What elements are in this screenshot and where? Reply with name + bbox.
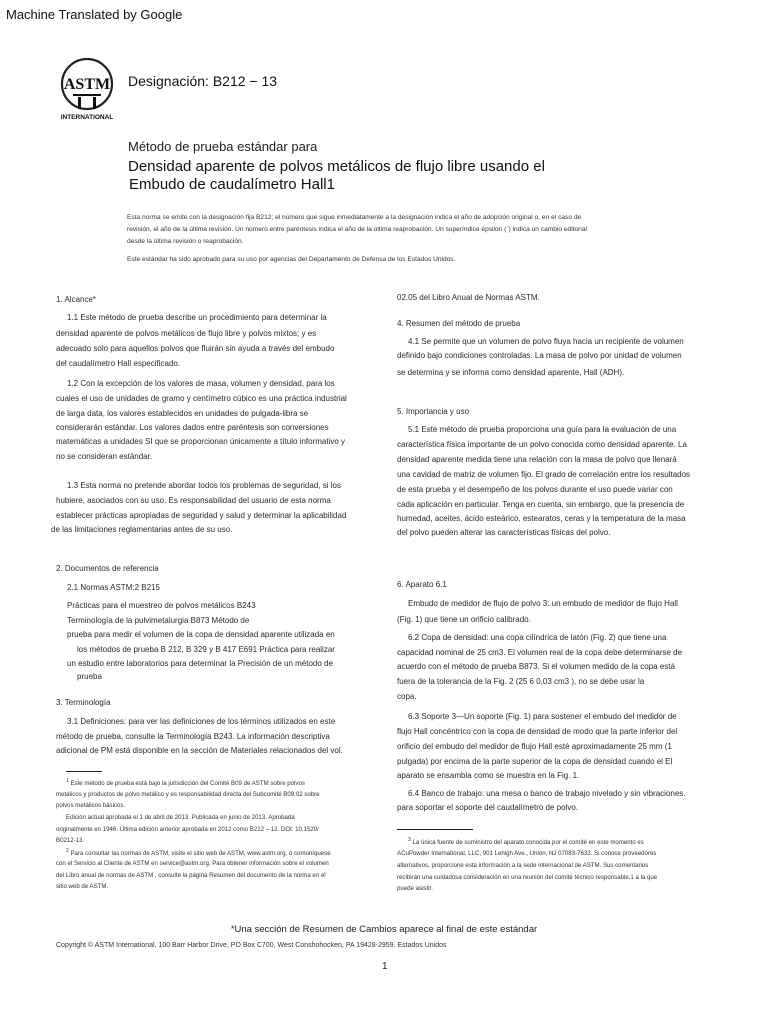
reference-line: un estudio entre laboratorios para determinar la Precisión de un método de	[67, 659, 333, 668]
paragraph-line: densidad aparente de polvos metálicos de flujo libre y polvos mixtos; y es	[56, 329, 317, 338]
paragraph-line: 5.1 Este método de prueba proporciona una guía para la evaluación de una	[408, 425, 677, 434]
paragraph-line: 02.05 del Libro Anual de Normas ASTM.	[397, 293, 540, 302]
dod-note: Este estándar ha sido aprobado para su uso por agencias del Departamento de Defensa de los Estados Unidos.	[127, 256, 456, 263]
footnote-marker: 3	[408, 837, 411, 843]
section-heading: 5. Importancia y uso	[397, 407, 470, 416]
paragraph-line: adicional de PM está disponible en la sección de Materiales relacionados del vol.	[56, 746, 343, 755]
issue-note-line: desde la última revisión o reaprobación.	[127, 238, 244, 245]
footnote-line: La única fuente de suministro del aparato conocida por el comité en este momento es	[412, 839, 644, 847]
paragraph-line: acuerdo con el método de prueba B873. Si el volumen medido de la copa está	[397, 662, 675, 671]
section-heading: 2. Documentos de referencia	[56, 564, 159, 573]
paragraph-line: copa.	[397, 692, 417, 701]
footnote-line: B0212-13.	[56, 837, 85, 844]
reference-line: los métodos de prueba B 212, B 329 y B 417 E691 Práctica para realizar	[77, 645, 335, 654]
footnote-rule	[66, 771, 102, 772]
paragraph-line: flujo Hall concéntrico con la copa de densidad de modo que la parte inferior del	[397, 727, 678, 736]
footnote-line: con el Servicio al Cliente de ASTM en service@astm.org. Para obtener información sobre el volumen	[56, 860, 329, 867]
paragraph-line: fuera de la tolerancia de la Fig. 2 (25 6 0,03 cm3 ), no se debe usar la	[397, 677, 645, 686]
paragraph-line: 2.1 Normas ASTM:2 B215	[67, 583, 160, 592]
paragraph-line: 6.3 Soporte 3—Un soporte (Fig. 1) para sostener el embudo del medidor de	[408, 712, 677, 721]
paragraph-line: método de prueba, consulte la Terminología B243. La información descriptiva	[56, 732, 330, 741]
footnote-line: Para consultar las normas de ASTM, visite el sitio web de ASTM, www.astm.org, o comuníquese	[70, 850, 331, 858]
paragraph-line: orificio del embudo del medidor de flujo Hall esté aproximadamente 25 mm (1	[397, 742, 672, 751]
logo-text: ASTM	[63, 76, 111, 93]
footnote-line: Edición actual aprobada el 1 de abril de 2013. Publicada en junio de 2013. Aprobada	[66, 814, 295, 821]
paragraph-line: densidad aparente medida tiene una relación con la masa de polvo que llenará	[397, 455, 677, 464]
section-heading: 1. Alcance*	[56, 295, 97, 304]
issue-note-line: revisión, el año de la última revisión. Un número entre paréntesis indica el año de la última reaprobación. Un superíndice épsilon (´) indica un cambio editorial	[127, 226, 587, 233]
footnote-line: polvos metálicos básicos.	[56, 802, 126, 809]
paragraph-line: (Fig. 1) que tiene un orificio calibrado.	[397, 615, 531, 624]
paragraph-line: 6.4 Banco de trabajo: una mesa o banco de trabajo nivelado y sin vibraciones.	[408, 789, 686, 798]
footnote-line: originalmente en 1946. Última edición anterior aprobada en 2012 como B212 – 12. DOI: 10.1520/	[56, 826, 319, 833]
paragraph-line: de larga data, los valores establecidos en unidades de pulgada-libra se	[56, 409, 309, 418]
title-line-2: Densidad aparente de polvos metálicos de flujo libre usando el	[128, 158, 545, 175]
page-number: 1	[382, 961, 388, 972]
paragraph-line: considerarán estándar. Los valores dados entre paréntesis son conversiones	[56, 423, 329, 432]
issue-note-line: Esta norma se emite con la designación fija B212; el número que sigue inmediatamente a la designación indica el año de adopción original o, en el caso de	[127, 214, 582, 221]
paragraph-line: pulgada) por encima de la parte superior de la copa de densidad cuando el El	[397, 757, 673, 766]
paragraph-line: Embudo de medidor de flujo de polvo 3: un embudo de medidor de flujo Hall	[408, 599, 678, 608]
paragraph-line: adecuado solo para aquellos polvos que fluirán sin ayuda a través del embudo	[56, 344, 335, 353]
paragraph-line: 4.1 Se permite que un volumen de polvo fluya hacia un recipiente de volumen	[408, 337, 684, 346]
paragraph-line: del polvo pueden alterar las características físicas del polvo.	[397, 528, 611, 537]
footnote-line: recibirán una cuidadosa consideración en una reunión del comité técnico responsable,1 a la que	[397, 874, 658, 881]
footnote-marker: 2	[66, 848, 69, 854]
footnote-line: Este método de prueba está bajo la jurisdicción del Comité B09 de ASTM sobre polvos	[70, 780, 305, 788]
paragraph-line: 1.3 Esta norma no pretende abordar todos los problemas de seguridad, si los	[67, 481, 341, 490]
footnote-line: metálicos y productos de polvo metálico y es responsabilidad directa del Subcomité B09.02 sobre	[56, 791, 320, 798]
document-title	[128, 158, 545, 194]
paragraph-line: establecer prácticas apropiadas de seguridad y salud y determinar la aplicabilidad	[56, 511, 347, 520]
footnote-line: ACuPowder International, LLC, 901 Lehigh Ave., Union, NJ 07083-7632. Si conoce proveedores	[397, 850, 657, 857]
paragraph-line: para soportar el soporte del caudalímetro de polvo.	[397, 803, 578, 812]
paragraph-line: definido bajo condiciones controladas. La masa de polvo por unidad de volumen	[397, 351, 682, 360]
copyright: Copyright © ASTM International, 100 Barr Harbor Drive, PO Box C700, West Conshohocken, PA 19428-2959. Estados Unidos	[56, 942, 447, 949]
paragraph-line: del caudalímetro Hall especificado.	[56, 359, 181, 368]
logo-subtext: INTERNATIONAL	[60, 114, 114, 121]
section-heading: 4. Resumen del método de prueba	[397, 319, 521, 328]
section-heading: 6. Aparato 6.1	[397, 580, 447, 589]
footnote-line: del Libro anual de normas de ASTM , consulte la página Resumen del documento de la norma en el	[56, 872, 326, 879]
paragraph-line: cada aplicación en particular. Tenga en cuenta, sin embargo, que la presencia de	[397, 500, 685, 509]
footnote-rule	[397, 829, 473, 830]
reference-line: prueba	[77, 672, 102, 681]
footnote-line: alternativos, proporcione esta información a la sede internacional de ASTM. Sus comentarios	[397, 862, 649, 869]
paragraph-line: cuales el uso de unidades de gramo y centímetro cúbico es una práctica industrial	[56, 394, 347, 403]
paragraph-line: hubiere, asociados con su uso. Es responsabilidad del usuario de esta norma	[56, 496, 331, 505]
paragraph-line: 6.2 Copa de densidad: una copa cilíndrica de latón (Fig. 2) que tiene una	[408, 633, 667, 642]
paragraph-line: 3.1 Definiciones: para ver las definiciones de los términos utilizados en este	[67, 717, 336, 726]
paragraph-line: una cavidad de matriz de volumen fijo. El grado de correlación entre los resultados	[397, 470, 691, 479]
issue-note	[127, 212, 647, 248]
paragraph-line: se determina y se informa como densidad aparente, Hall (ADH).	[397, 368, 625, 377]
astm-logo	[56, 56, 118, 122]
title-line-3: Embudo de caudalímetro Hall1	[129, 176, 335, 193]
paragraph-line: aparato se ensambla como se muestra en la Fig. 1.	[397, 771, 580, 780]
paragraph-line: 1.1 Este método de prueba describe un procedimiento para determinar la	[67, 313, 327, 322]
title-line-1: Método de prueba estándar para	[128, 139, 318, 154]
paragraph-line: humedad, aceites, ácido esteárico, estearatos, ceras y la temperatura de la masa	[397, 514, 686, 523]
paragraph-line: no se consideran estándar.	[56, 452, 153, 461]
paragraph-line: 1.2 Con la excepción de los valores de masa, volumen y densidad, para los	[67, 379, 335, 388]
section-heading: 3. Terminología	[56, 698, 111, 707]
footnote-line: puede asistir.	[397, 885, 433, 892]
paragraph-line: capacidad nominal de 25 cm3. El volumen real de la copa debe determinarse de	[397, 648, 683, 657]
designation: Designación: B212 − 13	[128, 73, 278, 89]
paragraph-line: característica física importante de un polvo conocida como densidad aparente. La	[397, 440, 687, 449]
reference-line: prueba para medir el volumen de la copa de densidad aparente utilizada en	[67, 630, 335, 639]
footnote-marker: 1	[66, 778, 69, 784]
machine-translation-banner: Machine Translated by Google	[6, 7, 183, 22]
paragraph-line: de las limitaciones reglamentarias antes de su uso.	[51, 525, 233, 534]
summary-of-changes-note: *Una sección de Resumen de Cambios aparece al final de este estándar	[230, 924, 538, 935]
reference-line: Prácticas para el muestreo de polvos metálicos B243	[67, 601, 256, 610]
footnote-line: sitio web de ASTM.	[56, 883, 109, 890]
reference-line: Terminología de la pulvimetalurgia B873 Método de	[67, 616, 250, 625]
paragraph-line: matemáticas a unidades SI que se proporcionan únicamente a título informativo y	[56, 437, 346, 446]
paragraph-line: de esta prueba y el desempeño de los polvos durante el uso puede variar con	[397, 485, 673, 494]
